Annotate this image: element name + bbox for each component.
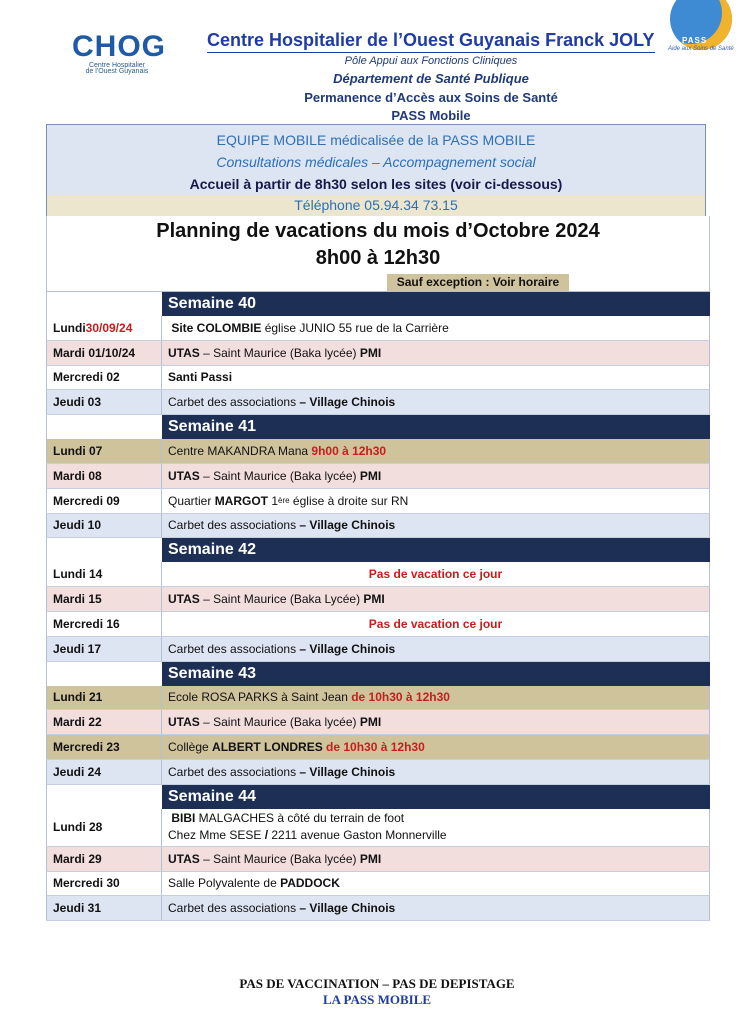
location-cell: Carbet des associations – Village Chinois xyxy=(162,896,710,920)
day-cell: Mardi 29 xyxy=(46,847,162,871)
info-consultations: Consultations médicales – Accompagnement social xyxy=(216,154,536,170)
day-cell: Lundi 21 xyxy=(46,686,162,710)
location-line-1: BIBI MALGACHES à côté du terrain de foot xyxy=(171,811,405,826)
chog-logo-mark: CHOG xyxy=(72,30,166,63)
location-cell: UTAS – Saint Maurice (Baka lycée) PMI xyxy=(162,341,710,365)
location-cell: UTAS – Saint Maurice (Baka Lycée) PMI xyxy=(162,587,710,611)
location-cell: Salle Polyvalente de PADDOCK xyxy=(162,872,710,896)
planning-hours: 8h00 à 12h30 xyxy=(315,247,441,269)
location-cell xyxy=(162,809,710,846)
table-row xyxy=(46,760,710,785)
day-cell: Mardi 22 xyxy=(46,710,162,734)
table-row xyxy=(46,316,710,341)
day-cell: Mardi 08 xyxy=(46,464,162,488)
table-row xyxy=(46,489,710,514)
location-cell: Carbet des associations – Village Chinois xyxy=(162,760,710,784)
table-row xyxy=(46,686,710,711)
location-cell: Carbet des associations – Village Chinois xyxy=(162,637,710,661)
info-phone: Téléphone 05.94.34 73.15 xyxy=(294,197,458,213)
planning-title: Planning de vacations du mois d’Octobre 2024 xyxy=(156,220,600,242)
table-row xyxy=(46,341,710,366)
location-line-2: Chez Mme SESE / 2211 avenue Gaston Monnerville xyxy=(168,828,447,843)
table-row xyxy=(46,587,710,612)
week-header xyxy=(46,662,710,686)
location-cell: UTAS – Saint Maurice (Baka lycée) PMI xyxy=(162,847,710,871)
planning-exception: Sauf exception : Voir horaire xyxy=(387,274,569,291)
footer-notice: PAS DE VACCINATION – PAS DE DEPISTAGE xyxy=(239,976,515,991)
location-cell: Pas de vacation ce jour xyxy=(162,612,710,636)
info-reception: Accueil à partir de 8h30 selon les sites (voir ci-dessous) xyxy=(189,176,563,192)
week-label: Semaine 43 xyxy=(162,662,710,686)
week-label: Semaine 41 xyxy=(162,415,710,439)
pass-logo-text: PASS xyxy=(682,36,708,45)
table-row xyxy=(46,464,710,489)
day-cell: Lundi 30/09/24 xyxy=(46,316,162,340)
location-cell: Ecole ROSA PARKS à Saint Jean de 10h30 à 12h30 xyxy=(162,686,710,710)
day-cell: Mercredi 30 xyxy=(46,872,162,896)
header-permanence: Permanence d’Accès aux Soins de Santé xyxy=(304,90,558,105)
location-cell: Site COLOMBIE église JUNIO 55 rue de la Carrière xyxy=(162,316,710,340)
header-department: Département de Santé Publique xyxy=(333,71,529,86)
location-cell: UTAS – Saint Maurice (Baka lycée) PMI xyxy=(162,710,710,734)
chog-logo xyxy=(72,30,166,100)
location-cell: Centre MAKANDRA Mana 9h00 à 12h30 xyxy=(162,439,710,463)
table-row xyxy=(46,872,710,897)
table-row xyxy=(46,735,710,760)
table-row xyxy=(46,896,710,921)
planning-header xyxy=(46,216,710,292)
day-cell: Lundi 28 xyxy=(46,809,162,846)
day-cell: Lundi 14 xyxy=(46,562,162,586)
table-row xyxy=(46,366,710,391)
week-header xyxy=(46,292,710,316)
day-cell: Jeudi 24 xyxy=(46,760,162,784)
week-label: Semaine 44 xyxy=(162,785,710,809)
table-row xyxy=(46,390,710,415)
info-team: EQUIPE MOBILE médicalisée de la PASS MOBILE xyxy=(216,132,536,148)
chog-logo-sub2: de l'Ouest Guyanais xyxy=(85,68,149,75)
location-cell: Pas de vacation ce jour xyxy=(162,562,710,586)
day-cell: Mercredi 02 xyxy=(46,366,162,390)
day-cell: Mercredi 16 xyxy=(46,612,162,636)
pass-logo-sub: Aide aux Soins de Santé xyxy=(668,46,734,52)
location-cell: Collège ALBERT LONDRES de 10h30 à 12h30 xyxy=(162,735,710,759)
day-cell: Lundi 07 xyxy=(46,439,162,463)
header-rule xyxy=(207,52,655,53)
day-cell: Jeudi 03 xyxy=(46,390,162,414)
week-label: Semaine 40 xyxy=(162,292,710,316)
table-row xyxy=(46,514,710,539)
day-cell: Jeudi 17 xyxy=(46,637,162,661)
day-cell: Mercredi 09 xyxy=(46,489,162,513)
footer-signature: LA PASS MOBILE xyxy=(322,992,432,1007)
table-row xyxy=(46,809,710,847)
header-pole: Pôle Appui aux Fonctions Cliniques xyxy=(344,55,518,67)
pass-logo xyxy=(668,0,754,56)
location-cell: Quartier MARGOT 1 ère église à droite sur RN xyxy=(162,489,710,513)
week-header xyxy=(46,538,710,562)
table-row xyxy=(46,439,710,464)
header-pass-mobile: PASS Mobile xyxy=(391,108,471,123)
location-cell: UTAS – Saint Maurice (Baka lycée) PMI xyxy=(162,464,710,488)
table-row xyxy=(46,847,710,872)
schedule-table xyxy=(46,292,710,921)
week-header xyxy=(46,785,710,809)
week-label: Semaine 42 xyxy=(162,538,710,562)
chog-logo-sub1: Centre Hospitalier xyxy=(88,62,146,69)
day-cell: Mardi 01/10/24 xyxy=(46,341,162,365)
day-cell: Jeudi 31 xyxy=(46,896,162,920)
day-cell: Jeudi 10 xyxy=(46,514,162,538)
table-row xyxy=(46,637,710,662)
location-cell: Santi Passi xyxy=(162,366,710,390)
day-cell: Mardi 15 xyxy=(46,587,162,611)
table-row xyxy=(46,562,710,587)
table-row xyxy=(46,612,710,637)
day-cell: Mercredi 23 xyxy=(46,735,162,759)
location-cell: Carbet des associations – Village Chinois xyxy=(162,390,710,414)
hospital-title: Centre Hospitalier de l’Ouest Guyanais Franck JOLY xyxy=(207,30,655,50)
table-row xyxy=(46,710,710,735)
location-cell: Carbet des associations – Village Chinois xyxy=(162,514,710,538)
week-header xyxy=(46,415,710,439)
info-box xyxy=(46,124,706,216)
